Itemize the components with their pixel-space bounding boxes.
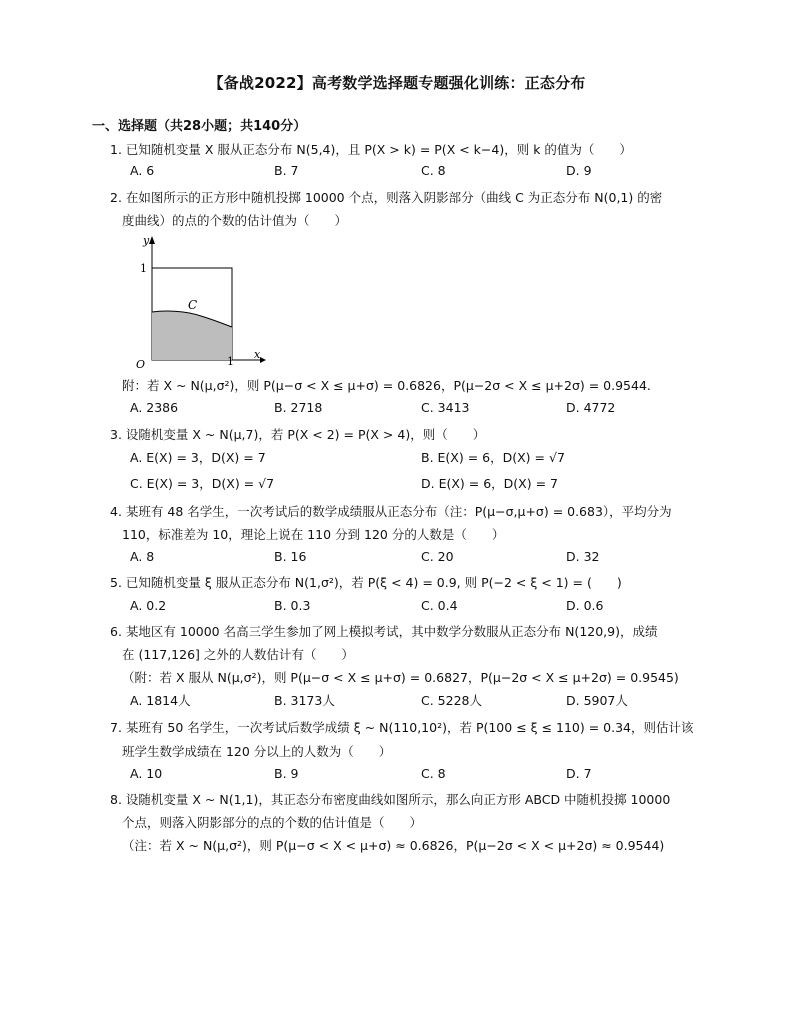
- question-6-text-line-1: 6. 某地区有 10000 名高三学生参加了网上模拟考试，其中数学分数服从正态分布 N(120,9)，成绩: [110, 624, 658, 639]
- q3-option-c[interactable]: C. E(X) = 3，D(X) = √7: [130, 476, 275, 491]
- q7-option-b[interactable]: B. 9: [274, 766, 299, 781]
- q6-option-c[interactable]: C. 5228人: [421, 693, 482, 708]
- q4-option-a[interactable]: A. 8: [130, 549, 155, 564]
- question-8-text-line-1: 8. 设随机变量 X ~ N(1,1)，其正态分布密度曲线如图所示，那么向正方形 ABCD 中随机投掷 10000: [110, 792, 671, 807]
- question-6-note: （附：若 X 服从 N(μ,σ²)，则 P(μ−σ < X ≤ μ+σ) = 0.6827，P(μ−2σ < X ≤ μ+2σ) = 0.9545): [122, 670, 679, 685]
- origin-label: O: [136, 358, 146, 371]
- q5-option-b[interactable]: B. 0.3: [274, 598, 311, 613]
- y-axis-arrow-icon: [149, 236, 155, 244]
- question-4-text-line-2: 110，标准差为 10，理论上说在 110 分到 120 分的人数是（ ）: [122, 527, 505, 542]
- question-2-text-line-1: 2. 在如图所示的正方形中随机投掷 10000 个点，则落入阴影部分（曲线 C 为正态分布 N(0,1) 的密: [110, 190, 663, 205]
- shaded-region: [152, 311, 232, 360]
- q6-option-b[interactable]: B. 3173人: [274, 693, 335, 708]
- q4-option-c[interactable]: C. 20: [421, 549, 454, 564]
- question-3-text: 3. 设随机变量 X ~ N(μ,7)，若 P(X < 2) = P(X > 4)，则（ ）: [110, 427, 486, 442]
- q4-option-b[interactable]: B. 16: [274, 549, 307, 564]
- q7-option-d[interactable]: D. 7: [566, 766, 592, 781]
- q3-option-a[interactable]: A. E(X) = 3，D(X) = 7: [130, 450, 266, 465]
- x-axis-label: x: [254, 348, 261, 361]
- question-2-note: 附：若 X ~ N(μ,σ²)，则 P(μ−σ < X ≤ μ+σ) = 0.6826，P(μ−2σ < X ≤ μ+2σ) = 0.9544.: [122, 378, 651, 393]
- section-heading: 一、选择题（共28小题；共140分）: [92, 119, 307, 134]
- q5-option-d[interactable]: D. 0.6: [566, 598, 604, 613]
- question-7-text-line-1: 7. 某班有 50 名学生，一次考试后数学成绩 ξ ~ N(110,10²)，若 P(100 ≤ ξ ≤ 110) = 0.34，则估计该: [110, 720, 694, 735]
- q1-option-d[interactable]: D. 9: [566, 163, 592, 178]
- q1-option-b[interactable]: B. 7: [274, 163, 299, 178]
- q6-option-a[interactable]: A. 1814人: [130, 693, 191, 708]
- normal-curve-figure: [126, 232, 276, 372]
- question-6-text-line-2: 在 (117,126] 之外的人数估计有（ ）: [122, 647, 354, 662]
- q5-option-c[interactable]: C. 0.4: [421, 598, 458, 613]
- y-one-label: 1: [140, 262, 147, 275]
- question-2-text-line-2: 度曲线）的点的个数的估计值为（ ）: [122, 213, 348, 228]
- x-axis-arrow-icon: [260, 357, 266, 363]
- y-axis-label: y: [143, 234, 150, 247]
- q2-option-d[interactable]: D. 4772: [566, 400, 616, 415]
- question-4-text-line-1: 4. 某班有 48 名学生，一次考试后的数学成绩服从正态分布（注：P(μ−σ,μ+σ) = 0.683），平均分为: [110, 504, 672, 519]
- q1-option-a[interactable]: A. 6: [130, 163, 155, 178]
- q2-option-c[interactable]: C. 3413: [421, 400, 470, 415]
- q3-option-b[interactable]: B. E(X) = 6，D(X) = √7: [421, 450, 565, 465]
- curve-label: C: [188, 298, 198, 312]
- q4-option-d[interactable]: D. 32: [566, 549, 600, 564]
- x-one-label: 1: [227, 355, 234, 368]
- q5-option-a[interactable]: A. 0.2: [130, 598, 167, 613]
- question-5-text: 5. 已知随机变量 ξ 服从正态分布 N(1,σ²)，若 P(ξ < 4) = 0.9, 则 P(−2 < ξ < 1) = ( ): [110, 575, 622, 590]
- q1-option-c[interactable]: C. 8: [421, 163, 446, 178]
- q6-option-d[interactable]: D. 5907人: [566, 693, 628, 708]
- question-7-text-line-2: 班学生数学成绩在 120 分以上的人数为（ ）: [122, 744, 392, 759]
- question-8-text-line-2: 个点，则落入阴影部分的点的个数的估计值是（ ）: [122, 815, 423, 830]
- q3-option-d[interactable]: D. E(X) = 6，D(X) = 7: [421, 476, 558, 491]
- q7-option-a[interactable]: A. 10: [130, 766, 163, 781]
- page-title: 【备战2022】高考数学选择题专题强化训练：正态分布: [208, 74, 586, 92]
- question-8-note: （注：若 X ~ N(μ,σ²)，则 P(μ−σ < X < μ+σ) ≈ 0.6826，P(μ−2σ < X < μ+2σ) ≈ 0.9544): [122, 838, 665, 853]
- q2-option-a[interactable]: A. 2386: [130, 400, 179, 415]
- question-1-text: 1. 已知随机变量 X 服从正态分布 N(5,4)，且 P(X > k) = P(X < k−4)，则 k 的值为（ ）: [110, 142, 632, 157]
- q2-option-b[interactable]: B. 2718: [274, 400, 323, 415]
- q7-option-c[interactable]: C. 8: [421, 766, 446, 781]
